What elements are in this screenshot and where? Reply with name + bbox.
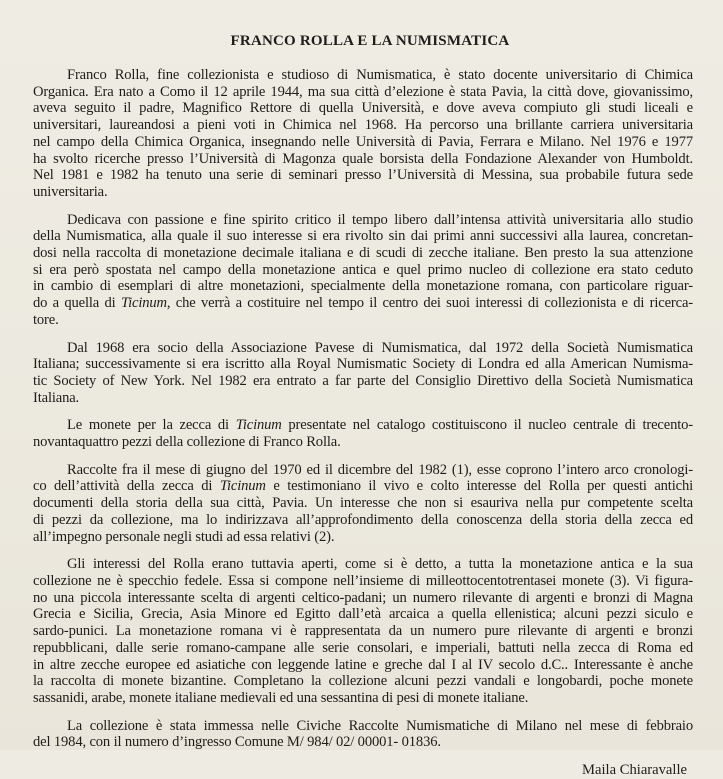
- text-line: ha svolto ricerche presso l’Università di Magonza quale borsista della Fondazione Alexander von Humboldt.: [33, 150, 693, 167]
- text-line: no una piccola interessante scelta di argenti celtico-padani; un numero rilevante di argenti e bronzi di Magna: [33, 589, 693, 606]
- text-line: Franco Rolla, fine collezionista e studioso di Numismatica, è stato docente universitario di Chimica: [67, 67, 693, 83]
- paragraph: [33, 462, 693, 546]
- article-body: [33, 67, 693, 751]
- text-line: Le monete per la zecca di Ticinum presentate nel catalogo costituiscono il nucleo centrale di trecento-: [67, 417, 693, 434]
- text-line: Italiana.: [33, 389, 80, 406]
- text-line: collezione ne è specchio fedele. Essa si compone nell’insieme di milleottocentotrentasei monete (3). Vi figura-: [33, 572, 693, 589]
- paragraph: [33, 67, 693, 201]
- author-signature: Maila Chiaravalle: [582, 762, 687, 779]
- text-line: do a quella di Ticinum, che verrà a costituire nel tempo il centro dei suoi interessi di collezionista e di ricerca-: [33, 295, 693, 312]
- text-line: tic Society of New York. Nel 1982 era entrato a far parte del Consiglio Direttivo della Società Numismatica: [33, 372, 693, 389]
- text-line: aveva seguito il padre, Magnifico Rettore di quella Università, e dove aveva compiuto gli studi liceali e: [33, 100, 693, 117]
- text-line: Raccolte fra il mese di giugno del 1970 ed il dicembre del 1982 (1), esse coprono l’intero arco cronologi-: [67, 461, 693, 478]
- text-line: si era però spostata nel campo della monetazione antica e quel primo nucleo di collezione era stato ceduto: [33, 261, 693, 278]
- text-line: novantaquattro pezzi della collezione di Franco Rolla.: [33, 434, 341, 451]
- text-line: Nel 1981 e 1982 ha tenuto una serie di seminari presso l’Università di Messina, sua probabile futura sede: [33, 167, 693, 184]
- page-title: FRANCO ROLLA E LA NUMISMATICA: [230, 33, 510, 49]
- text-line: universitaria.: [33, 183, 108, 200]
- text-line: Dal 1968 era socio della Associazione Pavese di Numismatica, dal 1972 della Società Numismatica: [67, 339, 693, 356]
- text-line: all’impegno personale negli studi ad essa relativi (2).: [33, 528, 335, 545]
- paragraph: [33, 556, 693, 706]
- paragraph: [33, 718, 693, 751]
- text-line: in cambio di esemplari di altre monetazioni, specialmente della monetazione romana, con particolare riguar-: [33, 278, 693, 295]
- text-line: Gli interessi del Rolla erano tuttavia aperti, come si è detto, a tutta la monetazione antica e la sua: [67, 556, 693, 573]
- text-line: Organica. Era nato a Como il 12 aprile 1944, ma sua città d’elezione è stata Pavia, la città dove, giovanissimo,: [33, 83, 693, 100]
- text-line: documenti della storia della sua città, Pavia. Un interesse che non si esauriva nella pur competente scelta: [33, 495, 693, 512]
- paragraph: [33, 340, 693, 407]
- paragraph: [33, 212, 693, 329]
- text-line: Italiana; successivamente si era iscritto alla Royal Numismatic Society di Londra ed alla American Numisma-: [33, 356, 693, 373]
- text-line: sardo-punici. La monetazione romana vi è rappresentata da un numero pure rilevante di argenti e bronzi: [33, 623, 693, 640]
- text-line: co dell’attività della zecca di Ticinum e testimoniano il vivo e colto interesse del Rolla per questi antichi: [33, 478, 693, 495]
- text-line: La collezione è stata immessa nelle Civiche Raccolte Numismatiche di Milano nel mese di febbraio: [67, 717, 693, 734]
- text-line: sassanidi, arabe, monete italiane medievali ed una sessantina di pesi di monete italiane.: [33, 689, 529, 706]
- text-line: repubblicani, dalle serie romano-campane alle serie consolari, e imperiali, battuti nella zecca di Roma ed: [33, 639, 693, 656]
- text-line: nel campo della Chimica Organica, insegnando nelle Università di Pavia, Ferrara e Milano. Nel 1976 e 1977: [33, 133, 693, 150]
- text-line: universitari, laureandosi a pieni voti in Chimica nel 1968. Ha percorso una brillante carriera universitaria: [33, 117, 693, 134]
- text-line: in altre zecche europee ed asiatiche con leggende latine e greche dal I al IV secolo d.C.. Interessante è anche: [33, 656, 693, 673]
- text-line: della Numismatica, alla quale il suo interesse si era rivolto sin dai primi anni successivi alla laurea, concretan-: [33, 228, 693, 245]
- text-line: di pezzi da collezione, ma lo indirizzava all’approfondimento della conoscenza della storia della zecca ed: [33, 511, 693, 528]
- paragraph: [33, 417, 693, 450]
- text-line: del 1984, con il numero d’ingresso Comune M/ 984/ 02/ 00001- 01836.: [33, 734, 441, 751]
- text-line: la raccolta di monete bizantine. Completano la collezione alcuni pezzi vandali e longobardi, poche monete: [33, 673, 693, 690]
- text-line: Dedicava con passione e fine spirito critico il tempo libero dall’intensa attività universitaria allo studio: [67, 211, 693, 228]
- text-line: dosi nella raccolta di monetazione decimale italiana e di scudi di zecche italiane. Ben presto la sua attenzione: [33, 245, 693, 262]
- text-line: Grecia e Sicilia, Grecia, Asia Minore ed Egitto dall’età arcaica a quella ellenistica; alcuni pezzi siculo e: [33, 606, 693, 623]
- text-line: tore.: [33, 311, 59, 328]
